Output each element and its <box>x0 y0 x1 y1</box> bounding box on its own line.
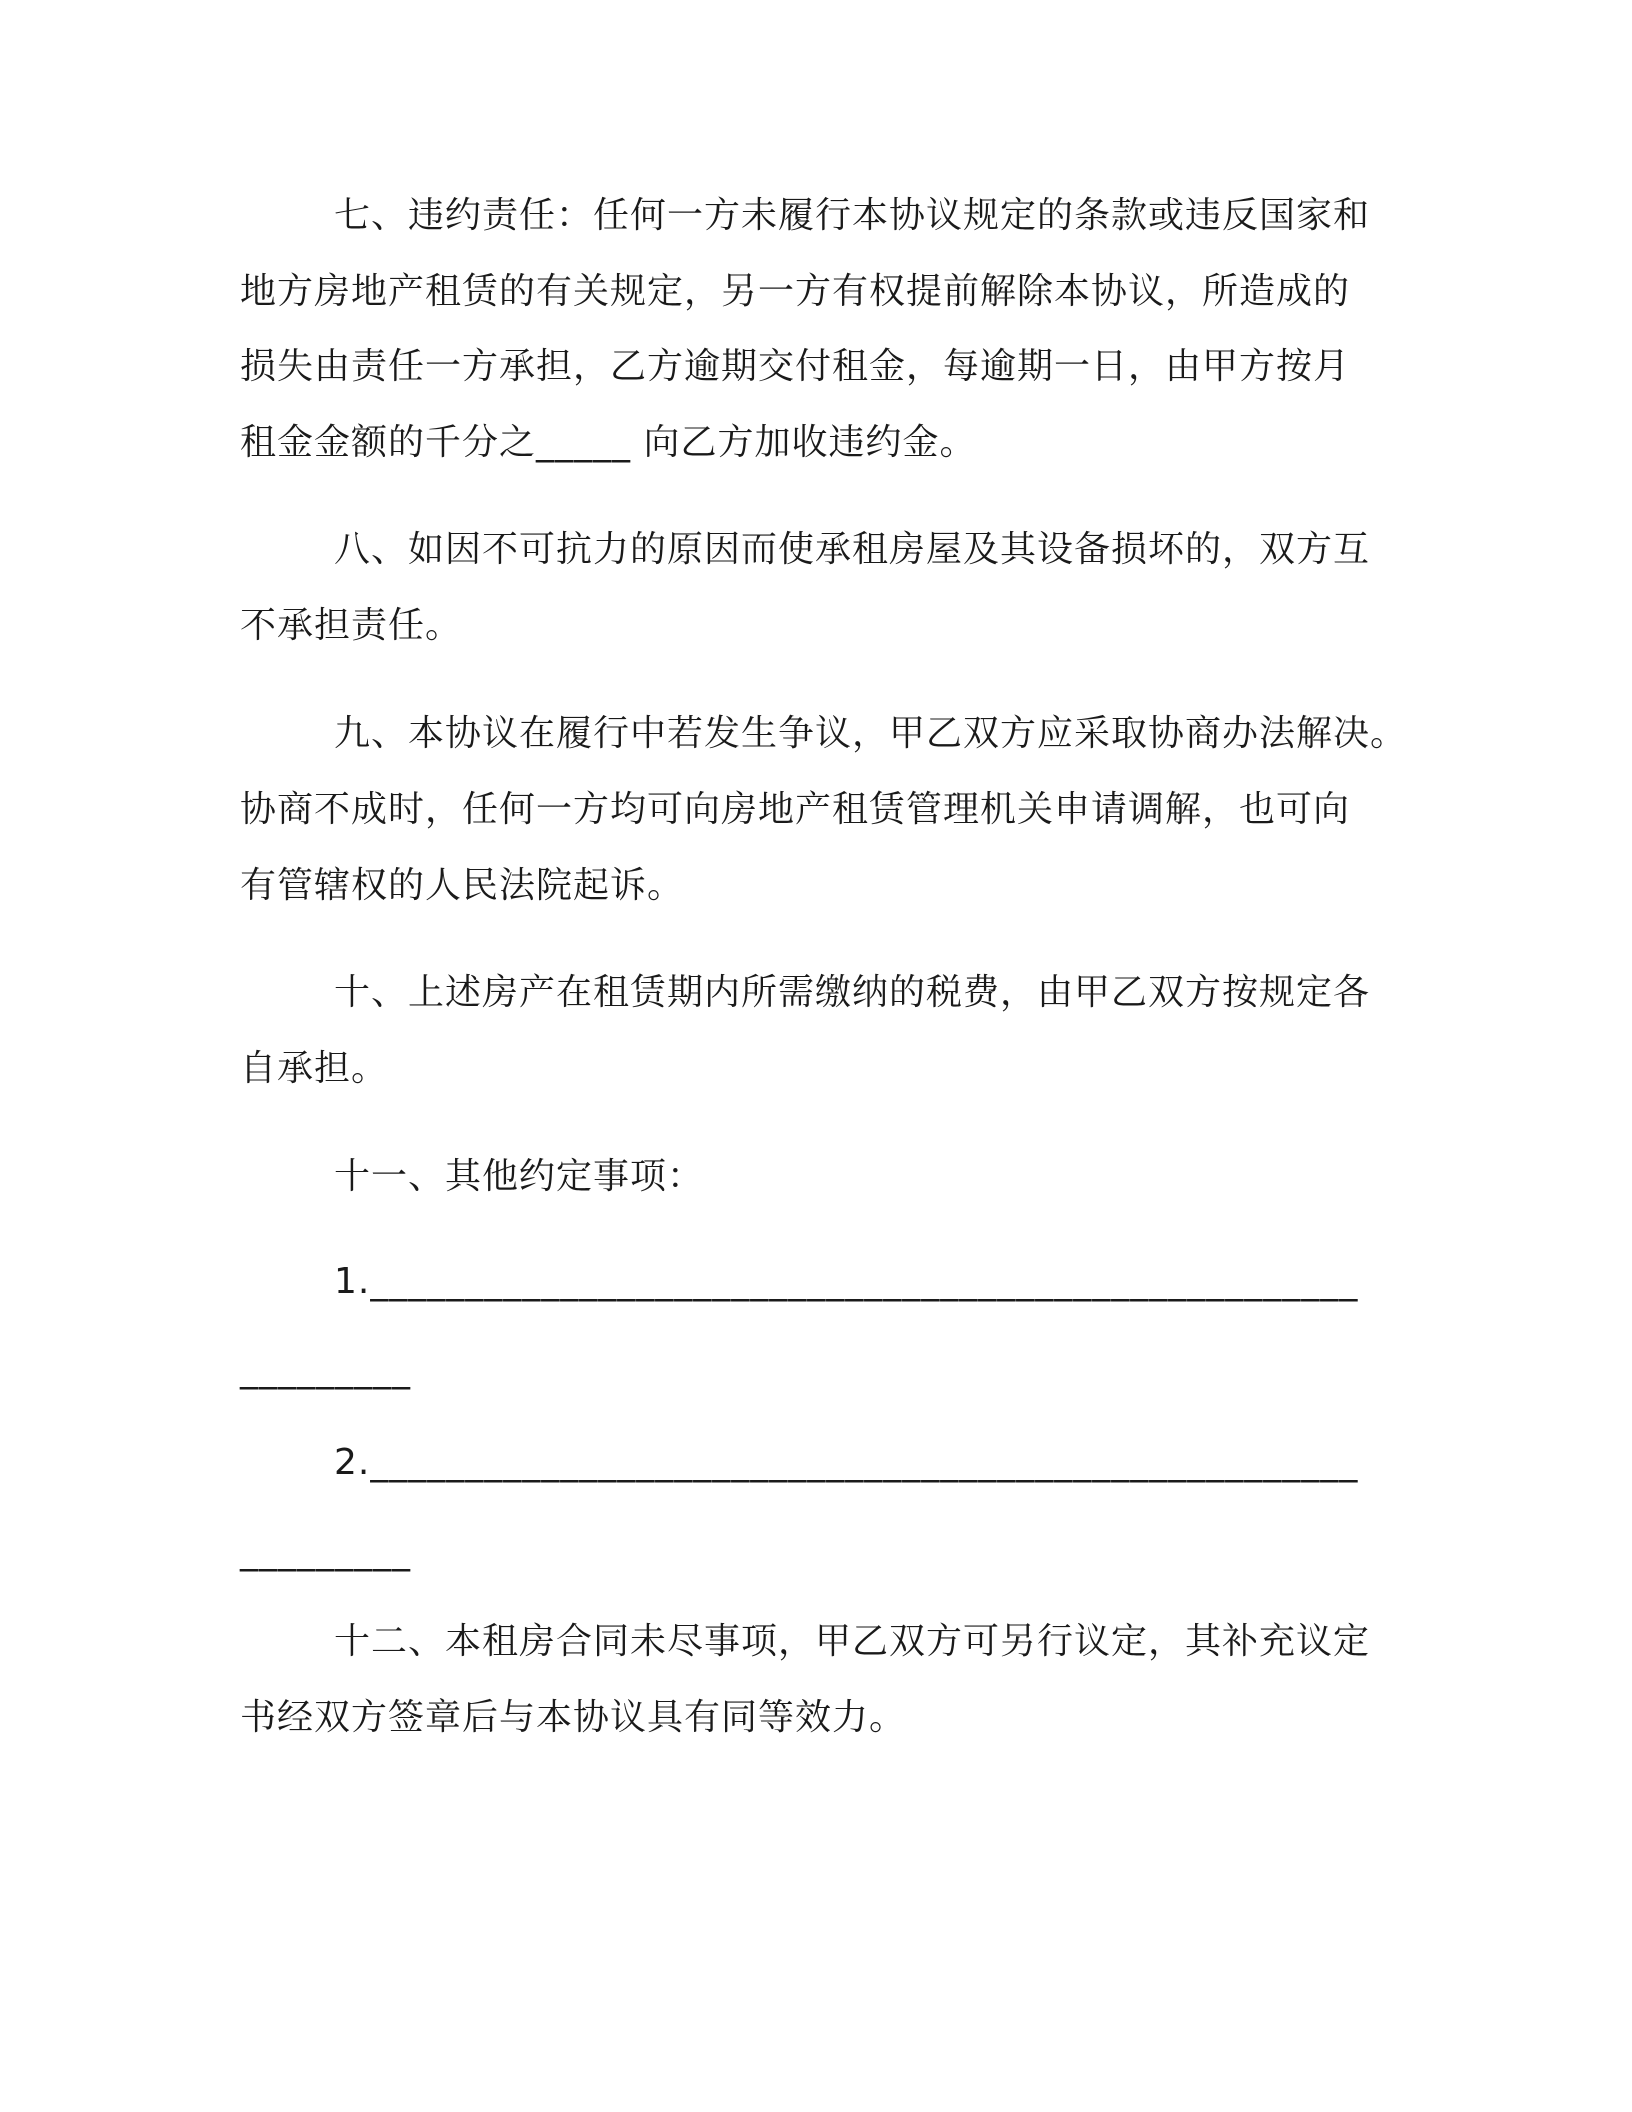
clause-8-line-1: 八、如因不可抗力的原因而使承租房屋及其设备损坏的，双方互 <box>334 529 1371 570</box>
clause-9-line-3: 有管辖权的人民法院起诉。 <box>240 865 685 906</box>
clause-9-line-1: 九、本协议在履行中若发生争议，甲乙双方应采取协商办法解决。 <box>334 713 1408 754</box>
clause-11-item-2-line-2: _________ <box>240 1531 411 1572</box>
clause-10-line-2: 自承担。 <box>240 1048 389 1089</box>
clause-11-item-1-line-1: 1.____________________________________________________ <box>334 1261 1359 1302</box>
clause-12-line-2: 书经双方签章后与本协议具有同等效力。 <box>240 1697 907 1738</box>
clause-11-item-2-line-1: 2.____________________________________________________ <box>334 1442 1359 1483</box>
clause-8-line-2: 不承担责任。 <box>240 605 463 646</box>
clause-11-item-1-line-2: _________ <box>240 1349 411 1390</box>
clause-7-line-2: 地方房地产租赁的有关规定，另一方有权提前解除本协议，所造成的 <box>240 271 1351 312</box>
clause-7-line-4: 租金金额的千分之_____ 向乙方加收违约金。 <box>240 422 977 463</box>
clause-7-line-3: 损失由责任一方承担，乙方逾期交付租金，每逾期一日，由甲方按月 <box>240 346 1351 387</box>
clause-9-line-2: 协商不成时，任何一方均可向房地产租赁管理机关申请调解，也可向 <box>240 789 1351 830</box>
clause-12-line-1: 十二、本租房合同未尽事项，甲乙双方可另行议定，其补充议定 <box>334 1621 1371 1662</box>
clause-10-line-1: 十、上述房产在租赁期内所需缴纳的税费，由甲乙双方按规定各 <box>334 972 1371 1013</box>
clause-11-heading: 十一、其他约定事项： <box>334 1156 705 1197</box>
clause-7-line-1: 七、违约责任：任何一方未履行本协议规定的条款或违反国家和 <box>334 195 1371 236</box>
